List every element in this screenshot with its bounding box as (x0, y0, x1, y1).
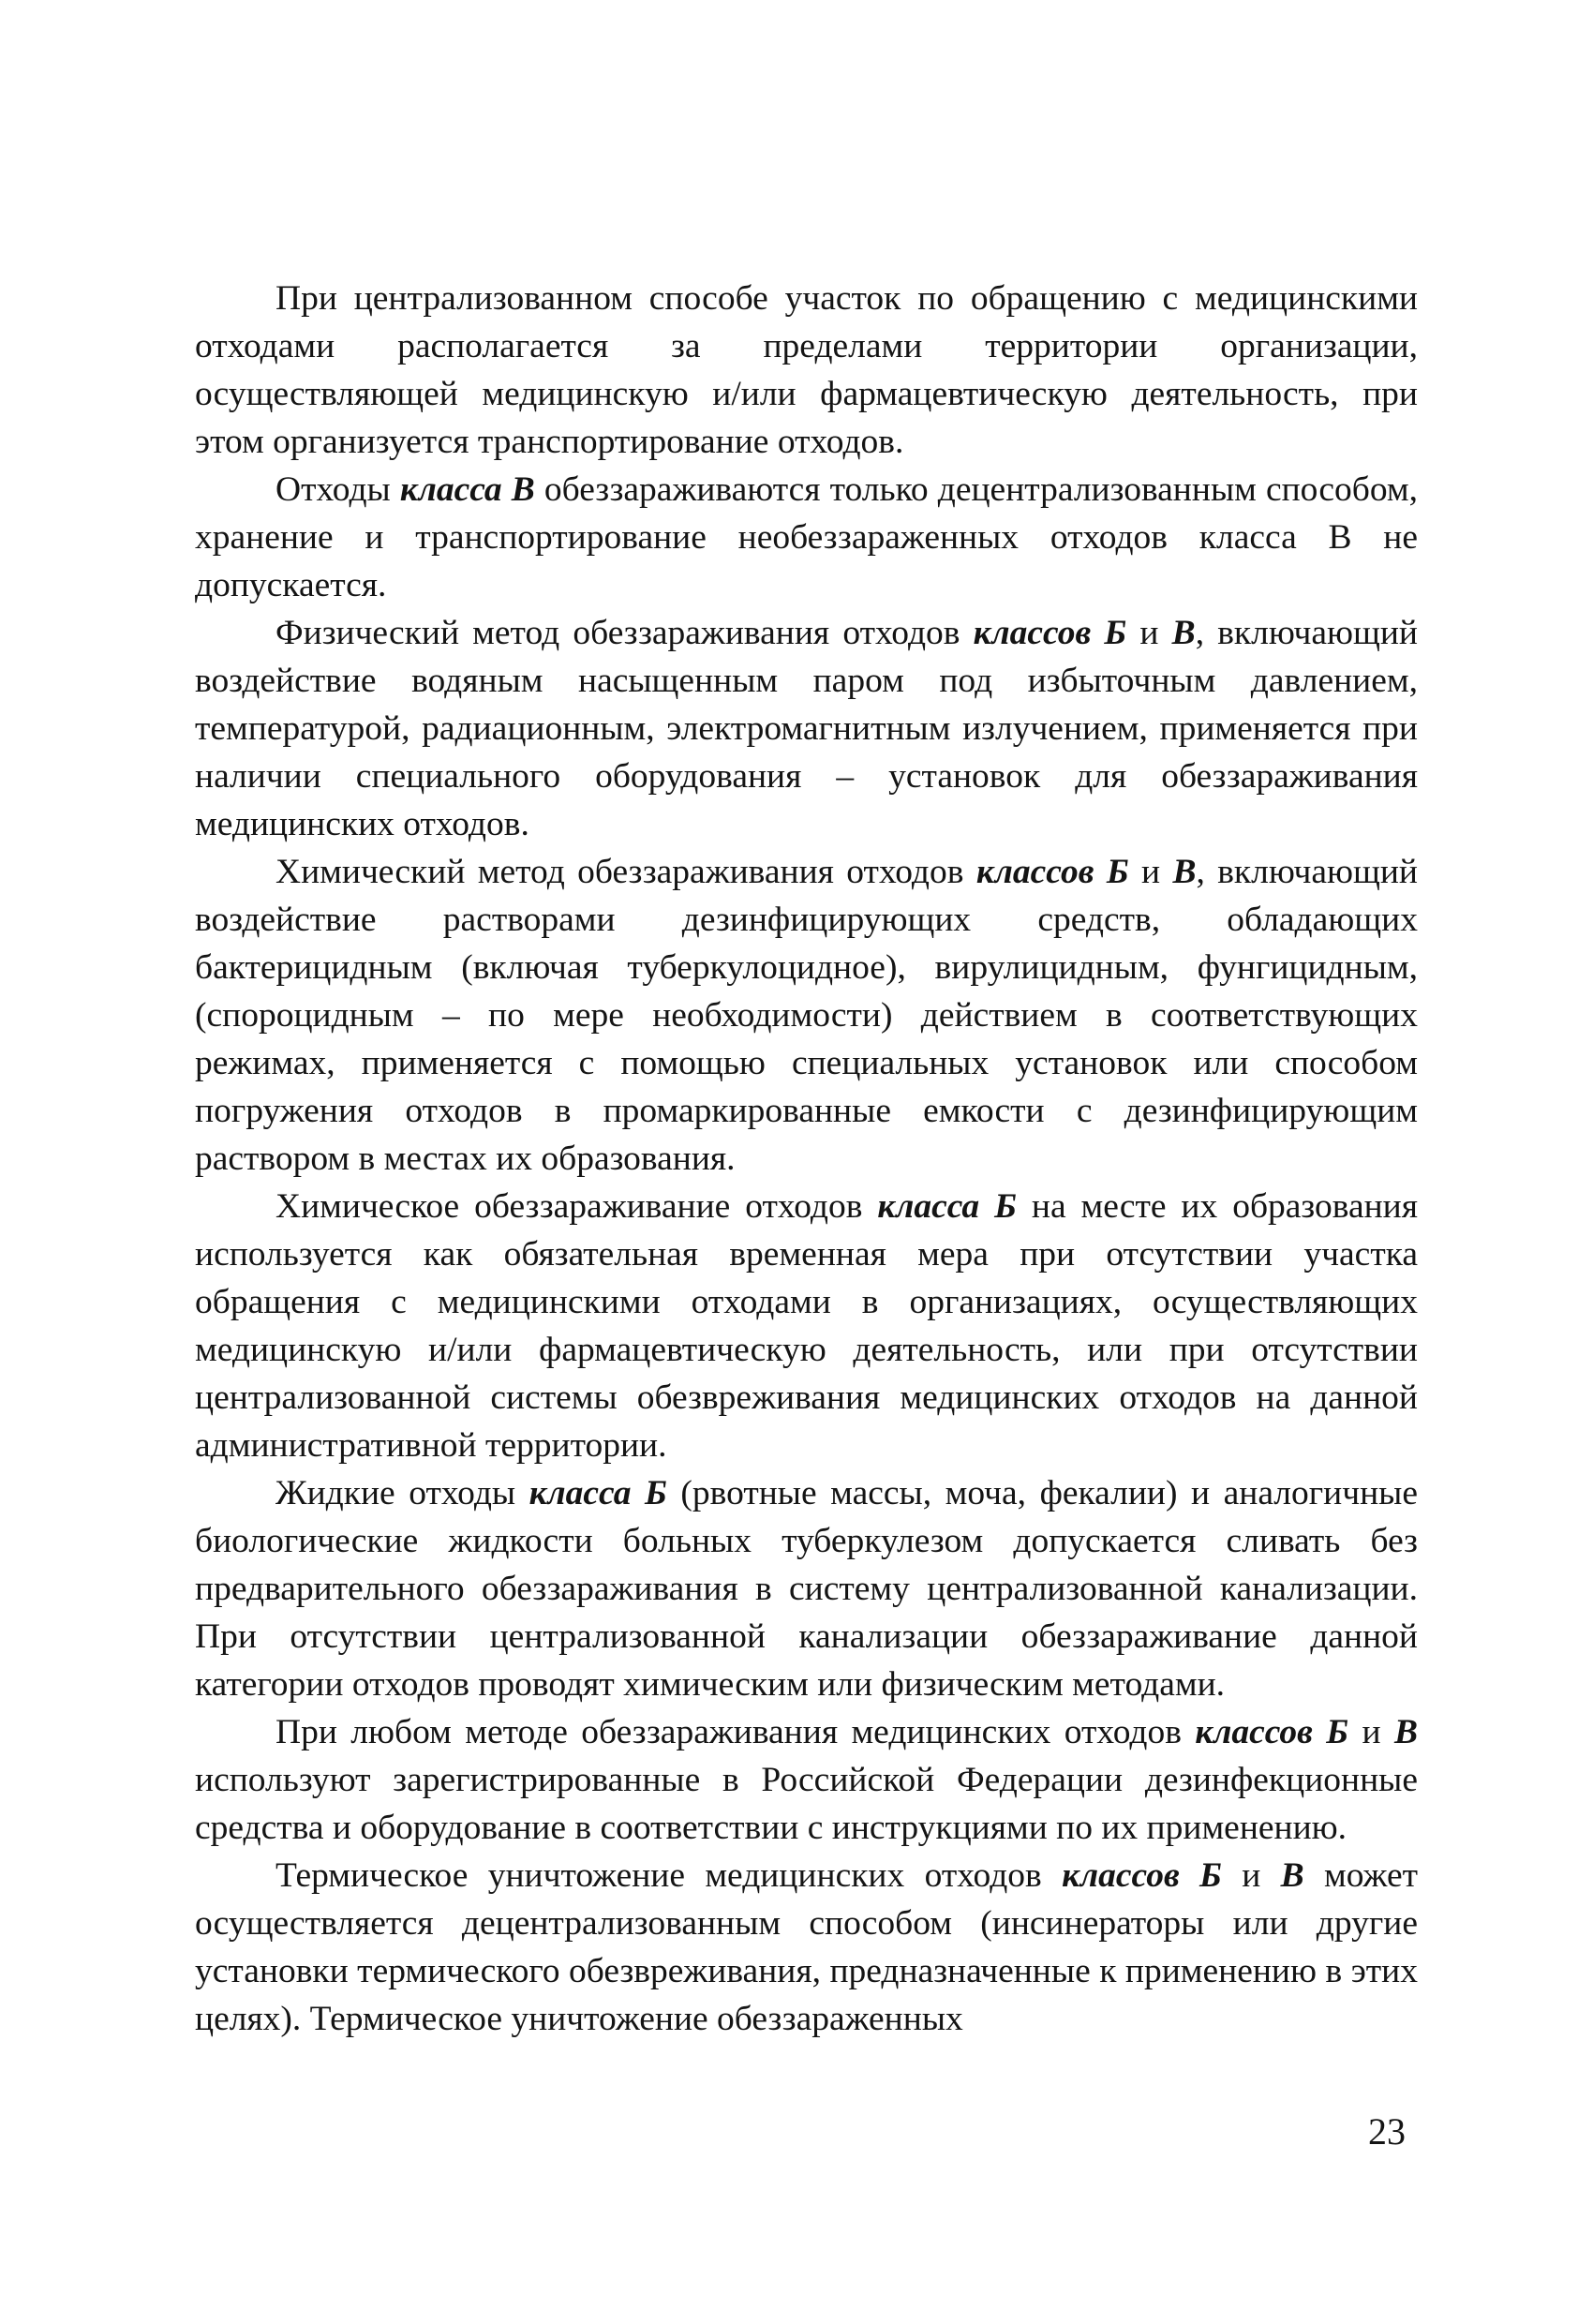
paragraph-7 (195, 1708, 1418, 1852)
emphasized-class-term: классов Б (1062, 1856, 1222, 1895)
emphasized-class-term: В (1280, 1856, 1304, 1895)
text-run: и (1348, 1713, 1394, 1751)
text-run: Химический метод обеззараживания отходов (275, 853, 976, 891)
text-run: Жидкие отходы (275, 1474, 529, 1512)
paragraph-8 (195, 1852, 1418, 2043)
text-run: и (1126, 614, 1172, 652)
emphasized-class-term: классов Б (975, 853, 1129, 891)
text-run: При любом методе обеззараживания медицинских отходов (275, 1713, 1196, 1751)
emphasized-class-term: класса Б (529, 1474, 667, 1512)
paragraph-6 (195, 1469, 1418, 1708)
paragraph-5 (195, 1183, 1418, 1469)
text-run: Отходы (275, 470, 400, 509)
text-run: используют зарегистрированные в Российской Федерации дезинфекционные средства и оборудование в соответствии с инструкциями по их применению. (195, 1761, 1418, 1847)
text-run: может осуществляется децентрализованным способом (инсинераторы или другие установки термического обезвреживания, предназначенные к применению в этих целях). Термическое уничтожение обеззараженных (195, 1856, 1418, 2038)
text-run: Термическое уничтожение медицинских отходов (275, 1856, 1063, 1895)
paragraph-3 (195, 609, 1418, 848)
paragraph-2 (195, 466, 1418, 609)
page-number: 23 (1368, 2110, 1406, 2153)
text-run: на месте их образования используется как обязательная временная мера при отсутствии участка обращения с медицинскими отходами в организациях, осуществляющих медицинскую и/или фармацевтическую деятельность, или при отсутствии централизованной системы обезвреживания медицинских отходов на данной административной территории. (195, 1187, 1418, 1465)
emphasized-class-term: классов Б (1195, 1713, 1349, 1751)
text-run: Физический метод обеззараживания отходов (275, 614, 974, 652)
paragraph-4 (195, 848, 1418, 1183)
emphasized-class-term: В (1172, 853, 1197, 891)
text-run: и (1221, 1856, 1281, 1895)
emphasized-class-term: В (1171, 614, 1196, 652)
emphasized-class-term: класса Б (877, 1187, 1017, 1226)
text-run: Химическое обеззараживание отходов (275, 1187, 878, 1226)
text-run: (рвотные массы, моча, фекалии) и аналогичные биологические жидкости больных туберкулезом допускается сливать без предварительного обеззараживания в систему централизованной канализации. При отсутствии централизованной канализации обеззараживание данной категории отходов проводят химическим или физическим методами. (195, 1474, 1418, 1704)
emphasized-class-term: класса В (399, 470, 535, 509)
text-run: обеззараживаются только децентрализованным способом, хранение и транспортирование необеззараженных отходов класса В не допускается. (195, 470, 1418, 604)
emphasized-class-term: классов Б (973, 614, 1127, 652)
text-run: , включающий воздействие растворами дезинфицирующих средств, обладающих бактерицидным (включая туберкулоцидное), вирулицидным, фунгицидным, (спороцидным – по мере необходимости) действием в соответствующих режимах, применяется с помощью специальных установок или способом погружения отходов в промаркированные емкости с дезинфицирующим раствором в местах их образования. (195, 853, 1418, 1178)
emphasized-class-term: В (1393, 1713, 1418, 1751)
paragraph-1 (195, 275, 1418, 466)
text-run: , включающий воздействие водяным насыщенным паром под избыточным давлением, температурой, радиационным, электромагнитным излучением, применяется при наличии специального оборудования – установок для обеззараживания медицинских отходов. (195, 614, 1418, 843)
text-run: При централизованном способе участок по обращению с медицинскими отходами располагается за пределами территории организации, осуществляющей медицинскую и/или фармацевтическую деятельность, при этом организуется транспортирование отходов. (195, 279, 1418, 461)
text-run: и (1128, 853, 1173, 891)
document-body (195, 275, 1418, 2043)
